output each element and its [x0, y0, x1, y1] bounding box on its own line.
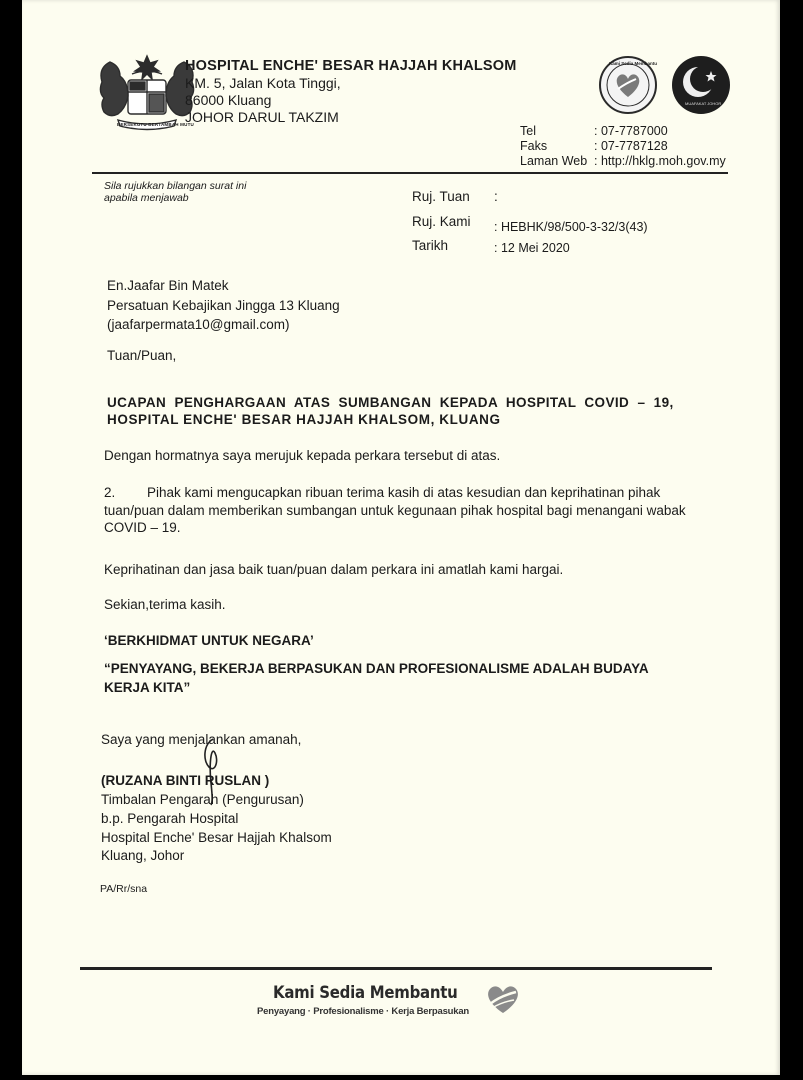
tel-value: : 07-7787000 — [594, 124, 668, 138]
crest-scroll-text: BERSEKUTU BERTAMBAH MUTU — [117, 122, 194, 127]
paragraph-2-line-1: Pihak kami mengucapkan ribuan terima kasih di atas kesudian dan keprihatinan pihak — [147, 485, 661, 500]
signatory-name: (RUZANA BINTI RUSLAN ) — [101, 773, 270, 788]
ruj-kami-value: : HEBHK/98/500-3-32/3(43) — [494, 220, 648, 234]
motto-1: ‘BERKHIDMAT UNTUK NEGARA’ — [104, 633, 314, 648]
motto-2-line-1: “PENYAYANG, BEKERJA BERPASUKAN DAN PROFESIONALISME ADALAH BUDAYA — [104, 661, 649, 676]
paragraph-3: Keprihatinan dan jasa baik tuan/puan dalam perkara ini amatlah kami hargai. — [104, 562, 564, 577]
signatory-bp: b.p. Pengarah Hospital — [101, 811, 239, 826]
recipient-name: En.Jaafar Bin Matek — [107, 278, 229, 293]
footer-subtitle: Penyayang · Profesionalisme · Kerja Berpasukan — [257, 1006, 470, 1017]
crescent-moon-logo — [671, 55, 731, 115]
closing: Sekian,terima kasih. — [104, 597, 226, 612]
tarikh-value: : 12 Mei 2020 — [494, 241, 570, 255]
ruj-tuan-value: : — [494, 189, 498, 204]
kami-sedia-logo-text: Kami Sedia Membantu — [609, 61, 658, 66]
reply-note-line-2: apabila menjawab — [104, 192, 189, 204]
subject-line-1: UCAPAN PENGHARGAAN ATAS SUMBANGAN KEPADA HOSPITAL COVID – 19, — [107, 395, 674, 410]
web-label: Laman Web — [520, 154, 588, 168]
address-line-1: KM. 5, Jalan Kota Tinggi, — [185, 75, 341, 91]
crescent-logo-text: MUAFAKAT JOHOR — [685, 101, 722, 106]
salutation: Tuan/Puan, — [107, 348, 177, 363]
ruj-tuan-label: Ruj. Tuan — [412, 189, 470, 204]
reference-code: PA/Rr/sna — [100, 883, 148, 895]
footer-divider — [80, 967, 712, 970]
address-line-3: JOHOR DARUL TAKZIM — [185, 109, 339, 125]
signatory-location: Kluang, Johor — [101, 848, 185, 863]
address-line-2: 86000 Kluang — [185, 92, 272, 108]
tel-label: Tel — [520, 124, 536, 138]
header-divider — [92, 172, 728, 174]
tarikh-label: Tarikh — [412, 238, 449, 253]
recipient-email: (jaafarpermata10@gmail.com) — [107, 317, 290, 332]
fax-value: : 07-7787128 — [594, 139, 668, 153]
web-value: : http://hklg.moh.gov.my — [594, 154, 726, 168]
paragraph-2-line-3: COVID – 19. — [104, 520, 181, 535]
paragraph-2-line-2: tuan/puan dalam memberikan sumbangan untuk kegunaan pihak hospital bagi menangani wabak — [104, 503, 686, 518]
fax-label: Faks — [520, 139, 548, 153]
signatory-title: Timbalan Pengarah (Pengurusan) — [101, 792, 304, 807]
sign-intro: Saya yang menjalankan amanah, — [101, 732, 302, 747]
hospital-name: HOSPITAL ENCHE' BESAR HAJJAH KHALSOM — [185, 58, 517, 74]
recipient-org: Persatuan Kebajikan Jingga 13 Kluang — [107, 298, 340, 313]
footer-title: Kami Sedia Membantu — [273, 983, 458, 1003]
signatory-hospital: Hospital Enche' Besar Hajjah Khalsom — [101, 830, 332, 845]
heart-hand-icon — [482, 980, 524, 1016]
ruj-kami-label: Ruj. Kami — [412, 214, 471, 229]
subject-line-2: HOSPITAL ENCHE' BESAR HAJJAH KHALSOM, KLUANG — [107, 412, 501, 427]
motto-2-line-2: KERJA KITA” — [104, 680, 191, 695]
paragraph-1: Dengan hormatnya saya merujuk kepada perkara tersebut di atas. — [104, 448, 501, 463]
paragraph-2-number: 2. — [104, 485, 116, 500]
reply-note-line-1: Sila rujukkan bilangan surat ini — [104, 180, 247, 192]
